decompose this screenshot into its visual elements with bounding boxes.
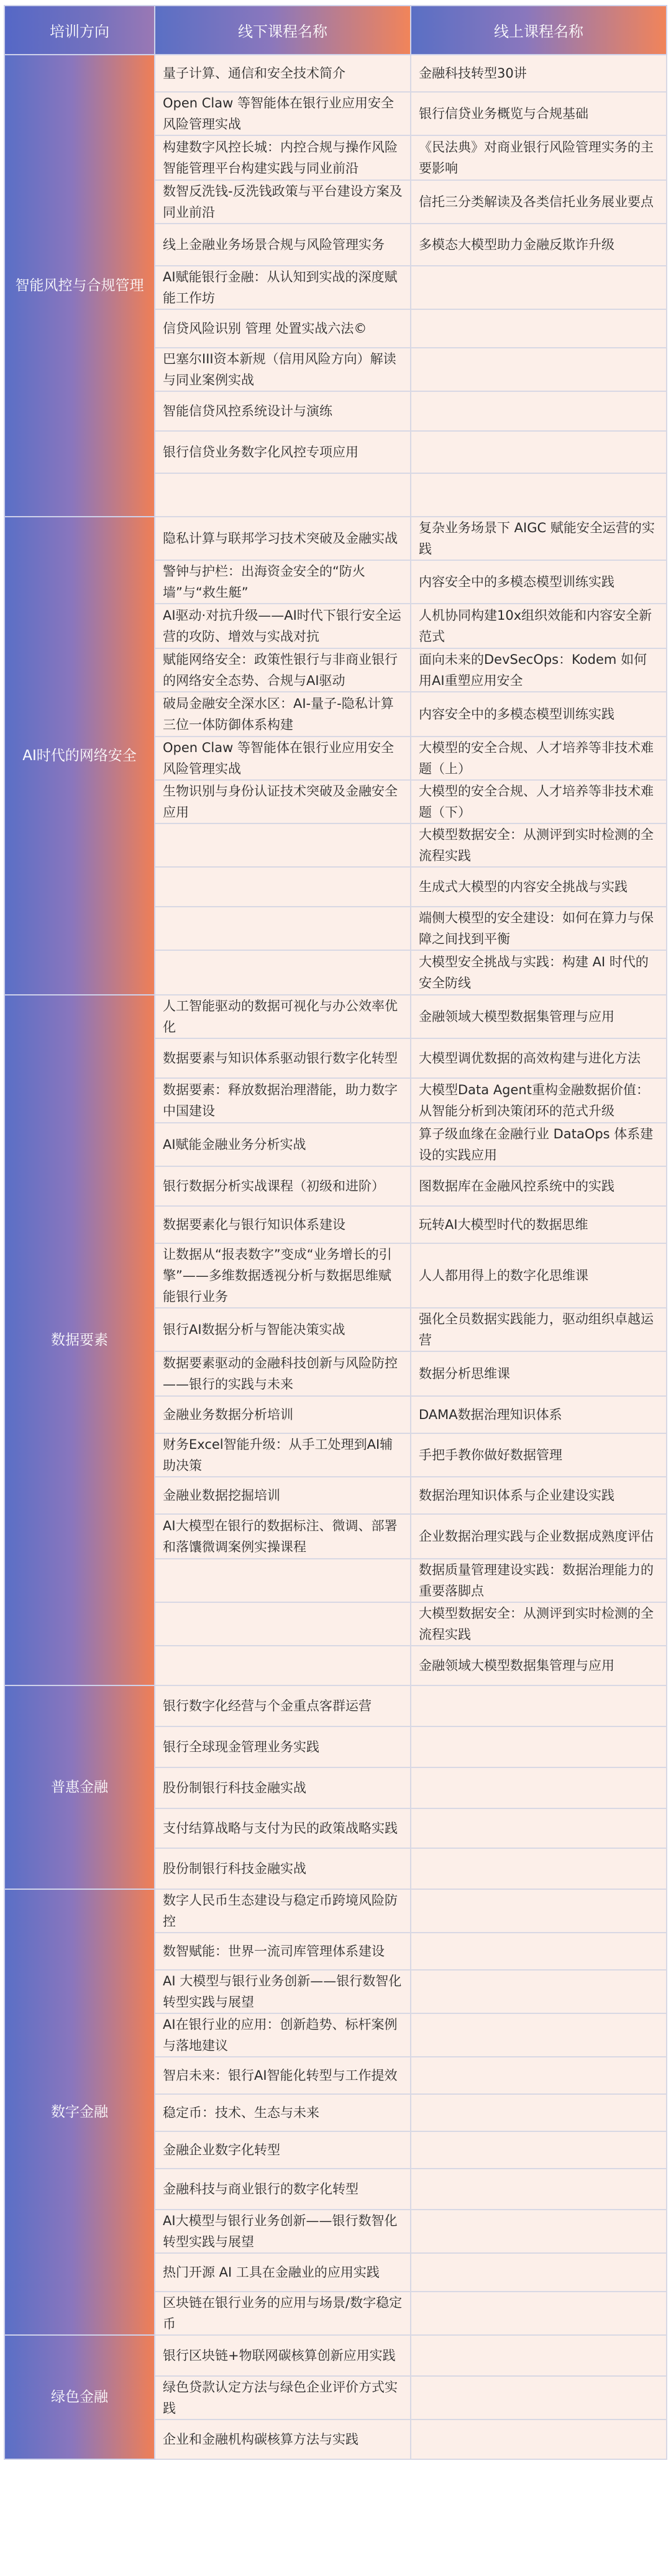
offline-course-cell: AI赋能银行金融：从认知到实战的深度赋能工作坊 <box>155 266 411 309</box>
online-course-cell: 信托三分类解读及各类信托业务展业要点 <box>411 180 667 224</box>
offline-course-cell <box>155 1646 411 1685</box>
offline-course-cell: 赋能网络安全：政策性银行与非商业银行的网络安全态势、合规与AI驱动 <box>155 648 411 692</box>
offline-course-cell <box>155 1559 411 1602</box>
online-course-cell: 复杂业务场景下 AIGC 赋能安全运营的实践 <box>411 517 667 560</box>
offline-course-cell: 银行信贷业务数字化风控专项应用 <box>155 431 411 473</box>
offline-course-cell: 银行AI数据分析与智能决策实战 <box>155 1308 411 1351</box>
offline-course-cell: 数据要素化与银行知识体系建设 <box>155 1206 411 1243</box>
online-course-cell <box>411 391 667 431</box>
category-cell: 数字金融 <box>4 1889 155 2335</box>
offline-course-cell <box>155 823 411 867</box>
offline-course-cell: Open Claw 等智能体在银行业应用安全风险管理实战 <box>155 737 411 780</box>
online-course-cell <box>411 1808 667 1848</box>
online-course-cell: 内容安全中的多模态模型训练实践 <box>411 560 667 604</box>
offline-course-cell: AI 大模型与银行业务创新——银行数智化转型实践与展望 <box>155 1970 411 2013</box>
offline-course-cell: AI大模型在银行的数据标注、微调、部署和落馕微调案例实操课程 <box>155 1514 411 1559</box>
online-course-cell: 金融领域大模型数据集管理与应用 <box>411 995 667 1038</box>
offline-course-cell: 金融业数据挖掘培训 <box>155 1477 411 1514</box>
offline-course-cell: 股份制银行科技金融实战 <box>155 1767 411 1808</box>
online-course-cell: 算子级血缘在金融行业 DataOps 体系建设的实践应用 <box>411 1123 667 1166</box>
online-course-cell <box>411 2169 667 2210</box>
offline-course-cell: 金融企业数字化转型 <box>155 2131 411 2169</box>
offline-course-cell: 银行区块链+物联网碳核算创新应用实践 <box>155 2335 411 2376</box>
online-course-cell: 大模型的安全合规、人才培养等非技术难题（下） <box>411 780 667 823</box>
offline-course-cell: 数据要素驱动的金融科技创新与风险防控——银行的实践与未来 <box>155 1351 411 1396</box>
online-course-cell: 金融领域大模型数据集管理与应用 <box>411 1646 667 1685</box>
offline-course-cell: Open Claw 等智能体在银行业应用安全风险管理实战 <box>155 92 411 135</box>
offline-course-cell: 银行数字化经营与个金重点客群运营 <box>155 1685 411 1726</box>
online-course-cell <box>411 309 667 348</box>
online-course-cell: 数据质量管理建设实践：数据治理能力的重要落脚点 <box>411 1559 667 1602</box>
header-direction: 培训方向 <box>4 6 155 55</box>
online-course-cell: 数据分析思维课 <box>411 1351 667 1396</box>
category-cell: 绿色金融 <box>4 2335 155 2459</box>
online-course-cell: 强化全员数据实践能力，驱动组织卓越运营 <box>411 1308 667 1351</box>
online-course-cell: 手把手教你做好数据管理 <box>411 1433 667 1477</box>
table-row <box>4 517 667 560</box>
table-row <box>4 1685 667 1726</box>
offline-course-cell: 让数据从“报表数字”变成“业务增长的引擎”——多维数据透视分析与数据思维赋能银行业务 <box>155 1243 411 1308</box>
online-course-cell <box>411 431 667 473</box>
offline-course-cell: 巴塞尔III资本新规（信用风险方向）解读与同业案例实战 <box>155 348 411 391</box>
online-course-cell: 端侧大模型的安全建设：如何在算力与保障之间找到平衡 <box>411 907 667 950</box>
online-course-cell <box>411 1889 667 1933</box>
online-course-cell: 生成式大模型的内容安全挑战与实践 <box>411 867 667 907</box>
category-cell: 数据要素 <box>4 995 155 1685</box>
online-course-cell <box>411 2420 667 2459</box>
online-course-cell <box>411 1767 667 1808</box>
offline-course-cell: 信贷风险识别 管理 处置实战六法© <box>155 309 411 348</box>
online-course-cell: 人机协同构建10x组织效能和内容安全新范式 <box>411 604 667 648</box>
offline-course-cell: 数据要素与知识体系驱动银行数字化转型 <box>155 1038 411 1078</box>
online-course-cell: 大模型的安全合规、人才培养等非技术难题（上） <box>411 737 667 780</box>
offline-course-cell <box>155 1602 411 1646</box>
offline-course-cell: 构建数字风控长城：内控合规与操作风险智能管理平台构建实践与同业前沿 <box>155 135 411 180</box>
online-course-cell <box>411 2094 667 2131</box>
online-course-cell: 多模态大模型助力金融反欺诈升级 <box>411 224 667 266</box>
online-course-cell <box>411 2013 667 2057</box>
online-course-cell <box>411 1848 667 1889</box>
offline-course-cell: 数智赋能：世界一流司库管理体系建设 <box>155 1933 411 1970</box>
training-course-table <box>4 5 667 2460</box>
category-cell: AI时代的网络安全 <box>4 517 155 995</box>
offline-course-cell: 金融业务数据分析培训 <box>155 1396 411 1433</box>
online-course-cell: 大模型Data Agent重构金融数据价值：从智能分析到决策闭环的范式升级 <box>411 1078 667 1123</box>
online-course-cell <box>411 1933 667 1970</box>
offline-course-cell <box>155 950 411 995</box>
offline-course-cell: 财务Excel智能升级：从手工处理到AI辅助决策 <box>155 1433 411 1477</box>
table-body <box>4 55 667 2459</box>
online-course-cell: 玩转AI大模型时代的数据思维 <box>411 1206 667 1243</box>
offline-course-cell: 警钟与护栏：出海资金安全的“防火墙”与“救生艇” <box>155 560 411 604</box>
offline-course-cell: 智启未来：银行AI智能化转型与工作提效 <box>155 2057 411 2094</box>
online-course-cell <box>411 2057 667 2094</box>
table-header-row <box>4 6 667 55</box>
offline-course-cell: 量子计算、通信和安全技术简介 <box>155 55 411 92</box>
header-online-course: 线上课程名称 <box>411 6 667 55</box>
online-course-cell: 面向未来的DevSecOps：Kodem 如何用AI重塑应用安全 <box>411 648 667 692</box>
offline-course-cell: 数智反洗钱-反洗钱政策与平台建设方案及同业前沿 <box>155 180 411 224</box>
online-course-cell <box>411 2292 667 2335</box>
online-course-cell: 银行信贷业务概览与合规基础 <box>411 92 667 135</box>
online-course-cell <box>411 2335 667 2376</box>
offline-course-cell: 支付结算战略与支付为民的政策战略实践 <box>155 1808 411 1848</box>
offline-course-cell: AI赋能金融业务分析实战 <box>155 1123 411 1166</box>
online-course-cell <box>411 266 667 309</box>
offline-course-cell: 破局金融安全深水区：AI-量子-隐私计算三位一体防御体系构建 <box>155 692 411 737</box>
online-course-cell: 《民法典》对商业银行风险管理实务的主要影响 <box>411 135 667 180</box>
online-course-cell: 数据治理知识体系与企业建设实践 <box>411 1477 667 1514</box>
online-course-cell: 大模型数据安全：从测评到实时检测的全流程实践 <box>411 823 667 867</box>
online-course-cell: 金融科技转型30讲 <box>411 55 667 92</box>
offline-course-cell: 金融科技与商业银行的数字化转型 <box>155 2169 411 2210</box>
offline-course-cell: AI在银行业的应用：创新趋势、标杆案例与落地建议 <box>155 2013 411 2057</box>
online-course-cell: 大模型调优数据的高效构建与进化方法 <box>411 1038 667 1078</box>
offline-course-cell: 隐私计算与联邦学习技术突破及金融实战 <box>155 517 411 560</box>
table-row <box>4 1889 667 1933</box>
online-course-cell: 图数据库在金融风控系统中的实践 <box>411 1166 667 1206</box>
online-course-cell: 企业数据治理实践与企业数据成熟度评估 <box>411 1514 667 1559</box>
online-course-cell <box>411 2131 667 2169</box>
offline-course-cell: 人工智能驱动的数据可视化与办公效率优化 <box>155 995 411 1038</box>
offline-course-cell: 绿色贷款认定方法与绿色企业评价方式实践 <box>155 2376 411 2420</box>
offline-course-cell: 线上金融业务场景合规与风险管理实务 <box>155 224 411 266</box>
online-course-cell <box>411 2210 667 2253</box>
online-course-cell <box>411 1726 667 1767</box>
online-course-cell: 人人都用得上的数字化思维课 <box>411 1243 667 1308</box>
offline-course-cell: 数据要素：释放数据治理潜能，助力数字中国建设 <box>155 1078 411 1123</box>
offline-course-cell: 智能信贷风控系统设计与演练 <box>155 391 411 431</box>
offline-course-cell: 股份制银行科技金融实战 <box>155 1848 411 1889</box>
offline-course-cell: AI驱动·对抗升级——AI时代下银行安全运营的攻防、增效与实战对抗 <box>155 604 411 648</box>
offline-course-cell: 银行全球现金管理业务实践 <box>155 1726 411 1767</box>
offline-course-cell: AI大模型与银行业务创新——银行数智化转型实践与展望 <box>155 2210 411 2253</box>
offline-course-cell: 银行数据分析实战课程（初级和进阶） <box>155 1166 411 1206</box>
online-course-cell: 内容安全中的多模态模型训练实践 <box>411 692 667 737</box>
offline-course-cell <box>155 907 411 950</box>
online-course-cell: DAMA数据治理知识体系 <box>411 1396 667 1433</box>
offline-course-cell: 数字人民币生态建设与稳定币跨境风险防控 <box>155 1889 411 1933</box>
offline-course-cell: 区块链在银行业务的应用与场景/数字稳定币 <box>155 2292 411 2335</box>
category-cell: 智能风控与合规管理 <box>4 55 155 517</box>
offline-course-cell: 生物识别与身份认证技术突破及金融安全应用 <box>155 780 411 823</box>
online-course-cell <box>411 348 667 391</box>
online-course-cell: 大模型数据安全：从测评到实时检测的全流程实践 <box>411 1602 667 1646</box>
offline-course-cell: 企业和金融机构碳核算方法与实践 <box>155 2420 411 2459</box>
header-offline-course: 线下课程名称 <box>155 6 411 55</box>
table-row <box>4 55 667 92</box>
offline-course-cell: 稳定币：技术、生态与未来 <box>155 2094 411 2131</box>
table-row <box>4 995 667 1038</box>
category-cell: 普惠金融 <box>4 1685 155 1889</box>
online-course-cell <box>411 2253 667 2292</box>
offline-course-cell: 热门开源 AI 工具在金融业的应用实践 <box>155 2253 411 2292</box>
online-course-cell <box>411 1685 667 1726</box>
online-course-cell <box>411 2376 667 2420</box>
offline-course-cell <box>155 867 411 907</box>
online-course-cell <box>411 473 667 517</box>
online-course-cell: 大模型安全挑战与实践：构建 AI 时代的安全防线 <box>411 950 667 995</box>
online-course-cell <box>411 1970 667 2013</box>
offline-course-cell <box>155 473 411 517</box>
table-row <box>4 2335 667 2376</box>
